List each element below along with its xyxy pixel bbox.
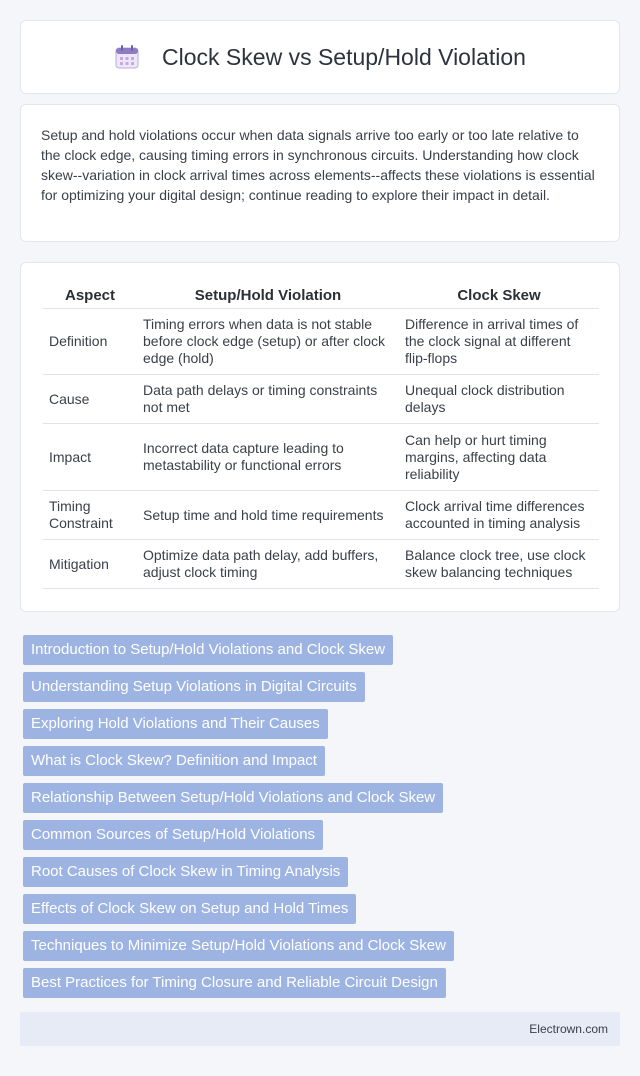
column-header-clock-skew: Clock Skew: [399, 285, 599, 309]
column-header-aspect: Aspect: [43, 285, 137, 309]
table-row: [43, 491, 599, 540]
title-card: [20, 20, 620, 94]
topic-link-clock-skew-definition[interactable]: What is Clock Skew? Definition and Impact: [23, 746, 325, 776]
intro-paragraph: Setup and hold violations occur when data signals arrive too early or too late relative to the clock edge, causing timing errors in synchronous circuits. Understanding how clock skew--variation in clock arrival times across elements--affects these violations is essential for optimizing your digital design; continue reading to explore their impact in detail.: [41, 127, 595, 203]
topic-link-root-causes[interactable]: Root Causes of Clock Skew in Timing Analysis: [23, 857, 348, 887]
table-cell: Setup time and hold time requirements: [137, 491, 399, 540]
table-row: [43, 540, 599, 589]
table-cell: Timing Constraint: [43, 491, 137, 540]
comparison-table: [43, 285, 599, 589]
topic-link-common-sources[interactable]: Common Sources of Setup/Hold Violations: [23, 820, 323, 850]
comparison-table-card: [20, 262, 620, 612]
table-row: [43, 424, 599, 491]
topic-link-setup-violations[interactable]: Understanding Setup Violations in Digital Circuits: [23, 672, 365, 702]
table-row: [43, 309, 599, 375]
table-cell: Timing errors when data is not stable before clock edge (setup) or after clock edge (hold): [137, 309, 399, 375]
table-cell: Mitigation: [43, 540, 137, 589]
table-cell: Incorrect data capture leading to metastability or functional errors: [137, 424, 399, 491]
table-cell: Can help or hurt timing margins, affecting data reliability: [399, 424, 599, 491]
topic-link-relationship[interactable]: Relationship Between Setup/Hold Violations and Clock Skew: [23, 783, 443, 813]
footer: [20, 1012, 620, 1046]
intro-card: [20, 104, 620, 242]
footer-site-name: Electrown.com: [529, 1022, 608, 1036]
table-cell: Balance clock tree, use clock skew balancing techniques: [399, 540, 599, 589]
table-cell: Difference in arrival times of the clock signal at different flip-flops: [399, 309, 599, 375]
table-row: [43, 375, 599, 424]
table-cell: Definition: [43, 309, 137, 375]
table-cell: Optimize data path delay, add buffers, adjust clock timing: [137, 540, 399, 589]
column-header-setup-hold: Setup/Hold Violation: [137, 285, 399, 309]
topic-link-effects[interactable]: Effects of Clock Skew on Setup and Hold Times: [23, 894, 356, 924]
topic-link-intro[interactable]: Introduction to Setup/Hold Violations and Clock Skew: [23, 635, 393, 665]
table-cell: Unequal clock distribution delays: [399, 375, 599, 424]
topic-link-techniques[interactable]: Techniques to Minimize Setup/Hold Violations and Clock Skew: [23, 931, 454, 961]
table-cell: Clock arrival time differences accounted in timing analysis: [399, 491, 599, 540]
topic-links: [23, 635, 454, 1005]
topic-link-best-practices[interactable]: Best Practices for Timing Closure and Reliable Circuit Design: [23, 968, 446, 998]
topic-link-hold-violations[interactable]: Exploring Hold Violations and Their Causes: [23, 709, 328, 739]
table-cell: Data path delays or timing constraints not met: [137, 375, 399, 424]
table-cell: Impact: [43, 424, 137, 491]
calendar-icon: [114, 44, 140, 70]
table-cell: Cause: [43, 375, 137, 424]
page-title: Clock Skew vs Setup/Hold Violation: [162, 43, 526, 70]
table-header-row: [43, 285, 599, 309]
